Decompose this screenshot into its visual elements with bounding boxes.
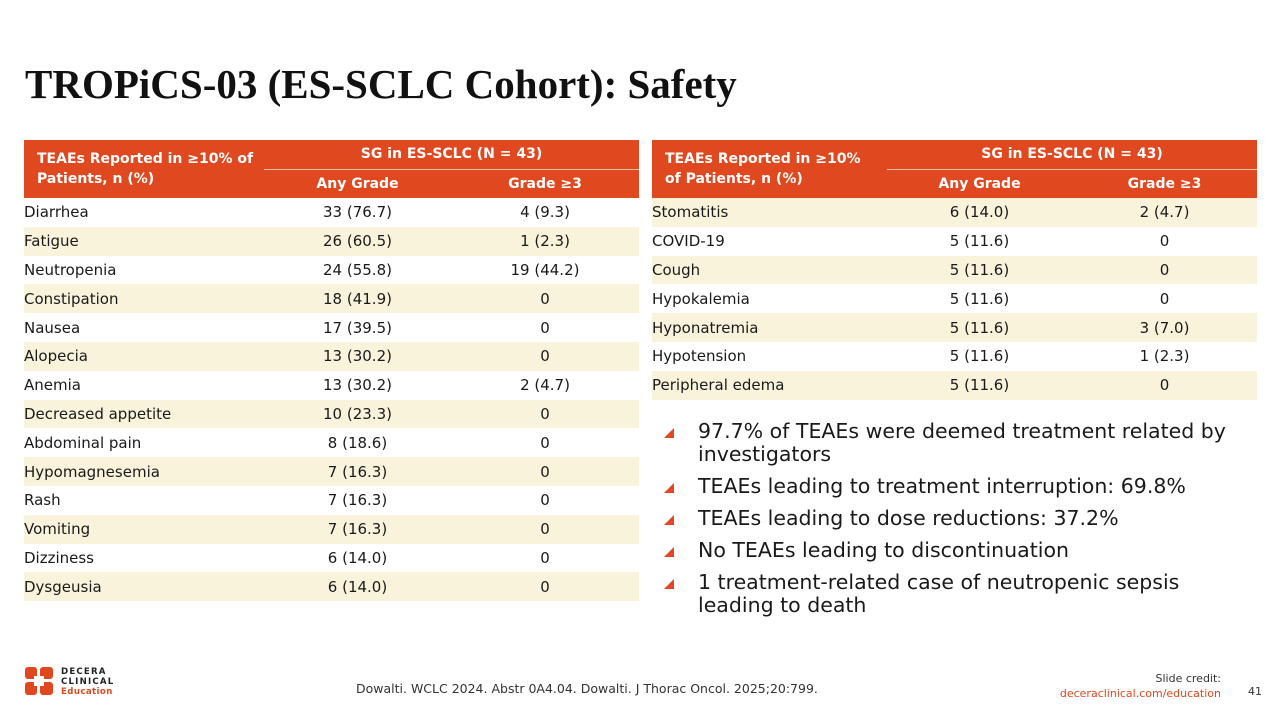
bullet-item [660, 571, 1260, 617]
table-corner-header: TEAEs Reported in ≥10% of Patients, n (%) [652, 140, 887, 198]
grade-3-cell: 0 [451, 457, 639, 486]
table-row [24, 371, 639, 400]
slide-title: TROPiCS-03 (ES-SCLC Cohort): Safety [25, 61, 737, 107]
grade-3-cell: 4 (9.3) [520, 203, 570, 222]
adverse-event-cell: Anemia [24, 376, 81, 395]
any-grade-cell: 17 (39.5) [323, 318, 392, 337]
grade-3-cell: 0 [1072, 371, 1257, 400]
reference-citation: Dowalti. WCLC 2024. Abstr 0A4.04. Dowalti. J Thorac Oncol. 2025;20:799. [356, 681, 818, 696]
table-row [652, 284, 1257, 313]
adverse-event-cell: Stomatitis [652, 198, 887, 227]
adverse-event-cell: Cough [652, 256, 887, 285]
adverse-event-cell: Abdominal pain [24, 433, 142, 452]
grade-3-cell: 0 [540, 318, 550, 337]
table-row [24, 284, 639, 313]
column-header-grade-3: Grade ≥3 [451, 169, 639, 198]
any-grade-cell: 5 (11.6) [887, 371, 1072, 400]
any-grade-cell: 6 (14.0) [327, 548, 388, 567]
teae-table-left [24, 140, 639, 601]
bullet-item [660, 420, 1260, 466]
any-grade-cell: 7 (16.3) [327, 491, 388, 510]
decera-logo-wordmark [61, 667, 114, 697]
table-row [24, 256, 639, 285]
adverse-event-cell: Hyponatremia [652, 313, 887, 342]
any-grade-cell: 8 (18.6) [327, 433, 388, 452]
adverse-event-cell: Dysgeusia [24, 572, 264, 601]
grade-3-cell: 2 (4.7) [520, 376, 570, 395]
adverse-event-cell: Hypokalemia [652, 289, 750, 308]
adverse-event-cell: Hypotension [652, 347, 747, 366]
any-grade-cell: 26 (60.5) [264, 227, 451, 256]
column-header-any-grade: Any Grade [264, 169, 451, 198]
adverse-event-cell: Neutropenia [24, 260, 117, 279]
bullet-item [660, 539, 1260, 562]
grade-3-cell: 0 [451, 342, 639, 371]
adverse-event-cell: Dizziness [24, 548, 94, 567]
table-body [24, 198, 639, 601]
key-findings-list [660, 420, 1260, 626]
grade-3-cell: 1 (2.3) [1139, 347, 1190, 366]
adverse-event-cell: Rash [24, 491, 61, 510]
any-grade-cell: 5 (11.6) [949, 347, 1010, 366]
grade-3-cell: 0 [540, 548, 550, 567]
bullet-text: 1 treatment-related case of neutropenic sepsis leading to death [698, 570, 1180, 617]
grade-3-cell: 0 [1159, 232, 1170, 251]
decera-logo [25, 667, 135, 697]
grade-3-cell: 1 (2.3) [451, 227, 639, 256]
logo-line-2: CLINICAL [61, 677, 115, 687]
table-row [24, 457, 639, 486]
table-row [24, 227, 639, 256]
bullet-triangle-icon [664, 547, 674, 557]
any-grade-cell: 18 (41.9) [264, 284, 451, 313]
any-grade-cell: 5 (11.6) [949, 289, 1010, 308]
any-grade-cell: 10 (23.3) [264, 400, 451, 429]
table-row [24, 572, 639, 601]
column-header-any-grade: Any Grade [887, 169, 1072, 198]
table-row [24, 544, 639, 573]
bullet-triangle-icon [664, 428, 674, 438]
grade-3-cell: 0 [451, 515, 639, 544]
grade-3-cell: 2 (4.7) [1072, 198, 1257, 227]
any-grade-cell: 5 (11.6) [949, 232, 1010, 251]
table-row [652, 256, 1257, 285]
slide-credit-link[interactable]: deceraclinical.com/education [1059, 687, 1221, 700]
bullet-triangle-icon [664, 515, 674, 525]
adverse-event-cell: Decreased appetite [24, 400, 264, 429]
any-grade-cell: 5 (11.6) [887, 313, 1072, 342]
bullet-text: 97.7% of TEAEs were deemed treatment related by investigators [698, 419, 1226, 466]
adverse-event-cell: Peripheral edema [652, 371, 887, 400]
grade-3-cell: 0 [451, 284, 639, 313]
adverse-event-cell: Nausea [24, 318, 81, 337]
table-row [652, 371, 1257, 400]
table-row [24, 342, 639, 371]
slide-credit [1060, 671, 1221, 701]
column-header-grade-3: Grade ≥3 [1072, 169, 1257, 198]
bullet-text: No TEAEs leading to discontinuation [698, 538, 1069, 562]
adverse-event-cell: Alopecia [24, 342, 264, 371]
grade-3-cell: 0 [1072, 256, 1257, 285]
table-body [652, 198, 1257, 400]
any-grade-cell: 24 (55.8) [323, 260, 392, 279]
grade-3-cell: 0 [1159, 289, 1170, 308]
slide-credit-label: Slide credit: [1155, 672, 1221, 685]
table-group-header: SG in ES-SCLC (N = 43) [264, 140, 639, 169]
adverse-event-cell: Diarrhea [24, 203, 89, 222]
bullet-text: TEAEs leading to treatment interruption: 69.8% [698, 474, 1186, 498]
adverse-event-cell: Hypomagnesemia [24, 457, 264, 486]
bullet-text: TEAEs leading to dose reductions: 37.2% [698, 506, 1119, 530]
grade-3-cell: 0 [451, 400, 639, 429]
adverse-event-cell: Fatigue [24, 227, 264, 256]
bullet-item [660, 475, 1260, 498]
grade-3-cell: 0 [451, 572, 639, 601]
bullet-triangle-icon [664, 579, 674, 589]
table-row [24, 313, 639, 342]
logo-line-1: DECERA [61, 667, 107, 677]
any-grade-cell: 7 (16.3) [264, 457, 451, 486]
any-grade-cell: 5 (11.6) [887, 256, 1072, 285]
adverse-event-cell: Vomiting [24, 515, 264, 544]
table-row [24, 428, 639, 457]
table-corner-header: TEAEs Reported in ≥10% of Patients, n (%) [24, 140, 264, 198]
any-grade-cell: 7 (16.3) [264, 515, 451, 544]
grade-3-cell: 0 [540, 433, 550, 452]
page-number: 41 [1248, 685, 1262, 698]
table-row [24, 486, 639, 515]
any-grade-cell: 6 (14.0) [887, 198, 1072, 227]
table-row [24, 400, 639, 429]
any-grade-cell: 13 (30.2) [264, 342, 451, 371]
grade-3-cell: 19 (44.2) [510, 260, 580, 279]
table-row [652, 227, 1257, 256]
table-row [652, 313, 1257, 342]
table-row [652, 198, 1257, 227]
table-row [24, 515, 639, 544]
bullet-triangle-icon [664, 483, 674, 493]
bullet-item [660, 507, 1260, 530]
any-grade-cell: 33 (76.7) [323, 203, 392, 222]
decera-logo-icon [25, 667, 53, 695]
adverse-event-cell: Constipation [24, 284, 264, 313]
table-row [24, 198, 639, 227]
any-grade-cell: 13 (30.2) [323, 376, 392, 395]
grade-3-cell: 3 (7.0) [1072, 313, 1257, 342]
adverse-event-cell: COVID-19 [652, 232, 725, 251]
teae-table-right [652, 140, 1257, 400]
any-grade-cell: 6 (14.0) [264, 572, 451, 601]
grade-3-cell: 0 [540, 491, 550, 510]
logo-line-3: Education [61, 687, 113, 697]
table-row [652, 342, 1257, 371]
table-group-header: SG in ES-SCLC (N = 43) [887, 140, 1257, 169]
